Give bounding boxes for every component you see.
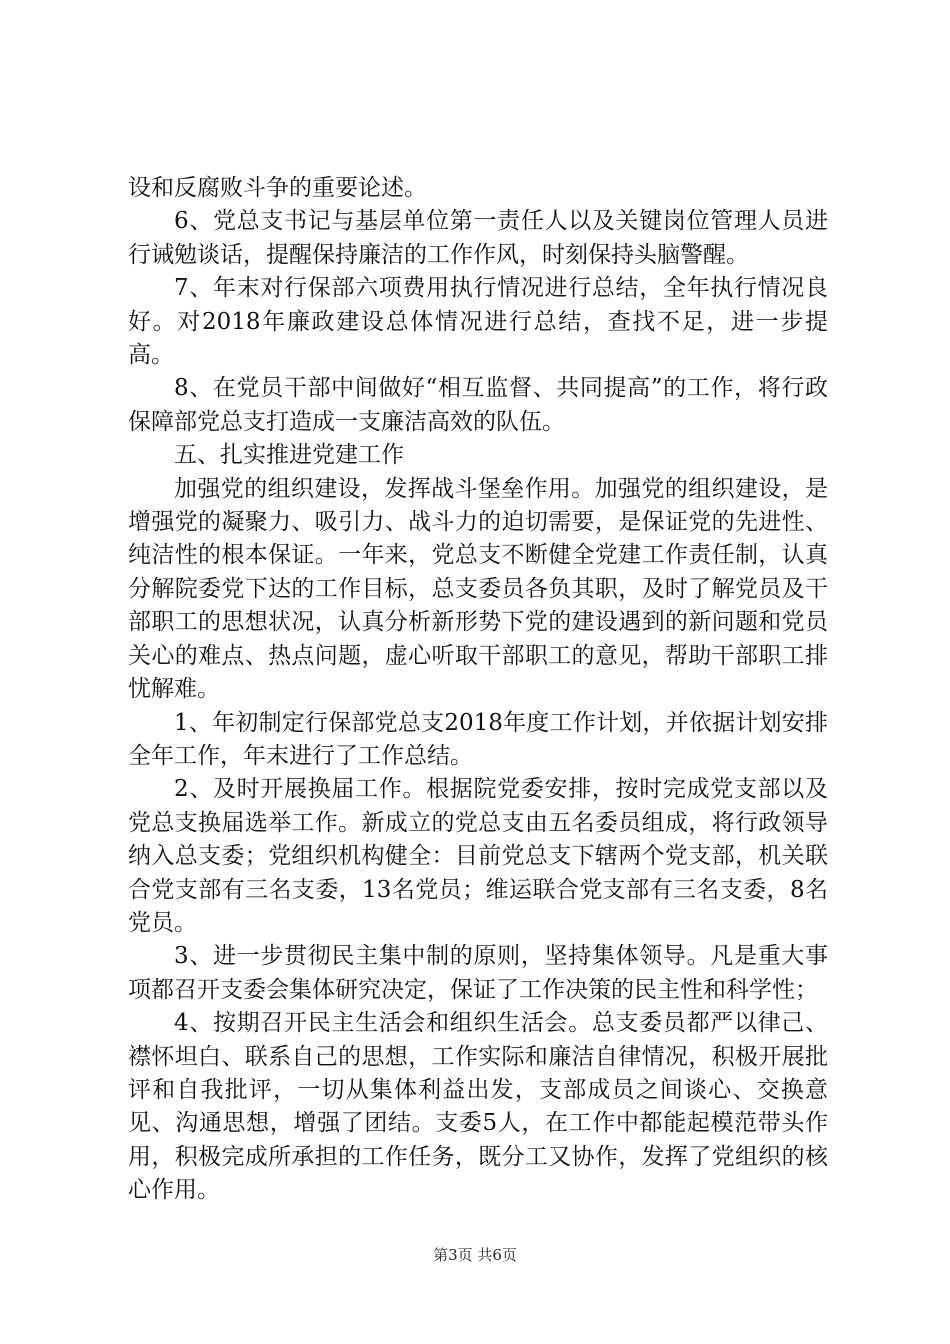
paragraph-6: 加强党的组织建设，发挥战斗堡垒作用。加强党的组织建设，是增强党的凝聚力、吸引力、战斗力的迫切需要，是保证党的先进性、纯洁性的根本保证。一年来，党总支不断健全党建工作责任制，认真分解院委党下达的工作目标，总支委员各负其职，及时了解党员及干部职工的思想状况，认真分析新形势下党的建设遇到的新问题和党员关心的难点、热点问题，虚心听取干部职工的意见，帮助干部职工排忧解难。	[128, 475, 828, 703]
paragraph-9: 3、进一步贯彻民主集中制的原则，坚持集体领导。凡是重大事项都召开支委会集体研究决定，保证了工作决策的民主性和科学性；	[128, 943, 828, 1003]
section-heading: 五、扎实推进党建工作	[174, 442, 404, 469]
paragraph-8: 2、及时开展换届工作。根据院党委安排，按时完成党支部以及党总支换届选举工作。新成立的党总支由五名委员组成，将行政领导纳入总支委；党组织机构健全：目前党总支下辖两个党支部，机关联合党支部有三名支委，13名党员；维运联合党支部有三名支委，8名党员。	[128, 776, 828, 936]
document-body	[128, 172, 828, 1208]
paragraph-2: 6、党总支书记与基层单位第一责任人以及关键岗位管理人员进行诫勉谈话，提醒保持廉洁的工作作风，时刻保持头脑警醒。	[128, 208, 828, 268]
paragraph-4: 8、在党员干部中间做好“相互监督、共同提高”的工作，将行政保障部党总支打造成一支廉洁高效的队伍。	[128, 375, 828, 435]
paragraph-1: 设和反腐败斗争的重要论述。	[128, 175, 427, 201]
page-footer: 第3页 共6页	[433, 1246, 517, 1264]
paragraph-7: 1、年初制定行保部党总支2018年度工作计划，并依据计划安排全年工作，年末进行了工作总结。	[128, 709, 828, 769]
paragraph-3: 7、年末对行保部六项费用执行情况进行总结，全年执行情况良好。对2018年廉政建设总体情况进行总结，查找不足，进一步提高。	[128, 275, 828, 369]
paragraph-10: 4、按期召开民主生活会和组织生活会。总支委员都严以律己、襟怀坦白、联系自己的思想，工作实际和廉洁自律情况，积极开展批评和自我批评，一切从集体利益出发，支部成员之间谈心、交换意见、沟通思想，增强了团结。支委5人，在工作中都能起模范带头作用，积极完成所承担的工作任务，既分工又协作，发挥了党组织的核心作用。	[128, 1010, 828, 1204]
